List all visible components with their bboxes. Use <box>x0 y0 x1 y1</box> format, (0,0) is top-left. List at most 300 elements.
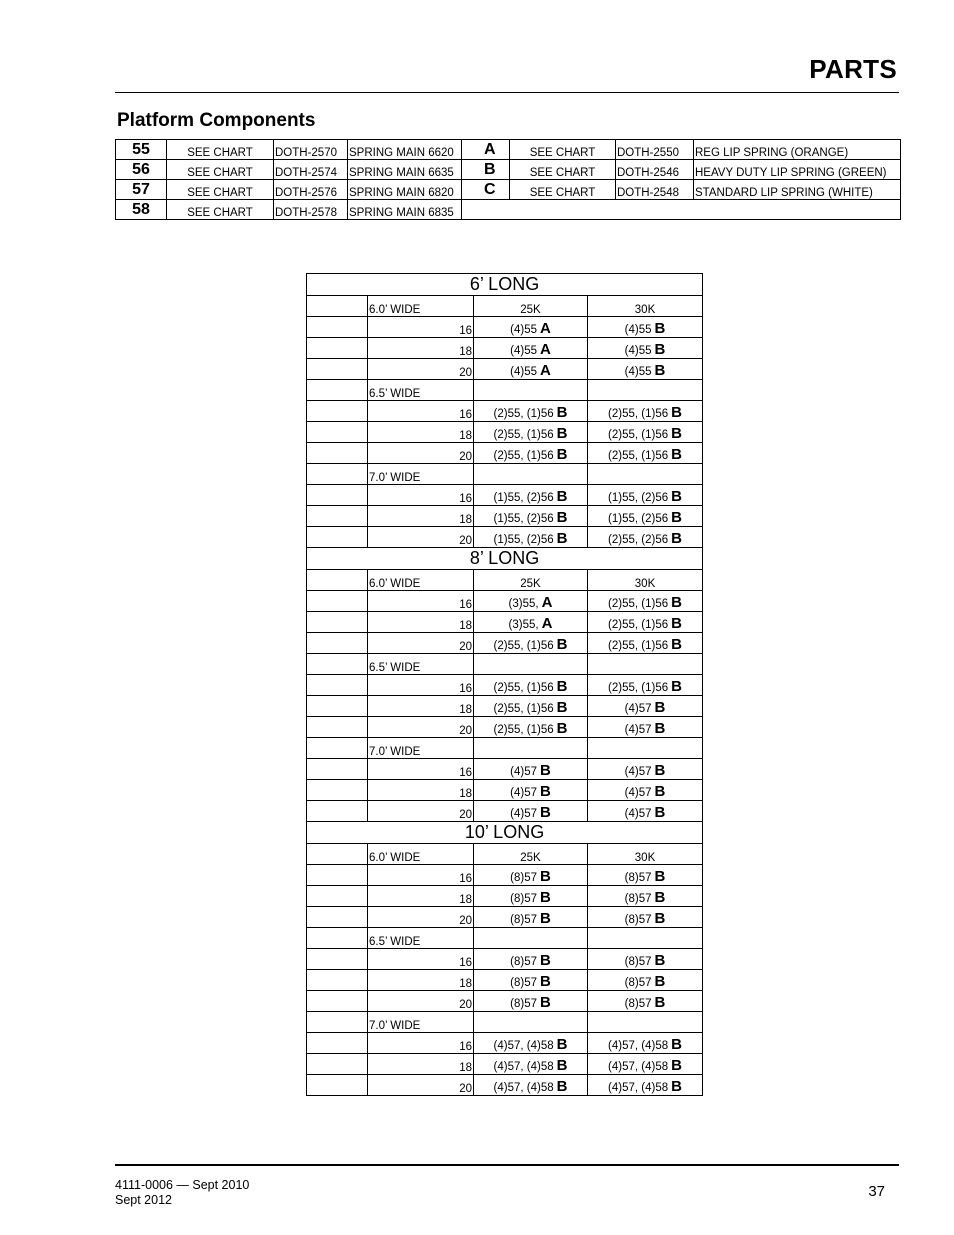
lip-spring-letter: B <box>654 994 666 1011</box>
blank-cell <box>307 443 368 464</box>
lip-spring-letter: B <box>556 720 568 737</box>
lip-spring-letter: B <box>556 446 568 463</box>
pit-size: 18 <box>368 1054 474 1075</box>
spring-combo <box>588 865 703 886</box>
capacity-30k: 30K <box>588 296 703 317</box>
item-quantity: SEE CHART <box>167 160 274 180</box>
capacity-25k <box>474 928 588 949</box>
spring-quantity: (3)55, <box>508 598 539 610</box>
blank-cell <box>307 675 368 696</box>
lip-spring-letter: A <box>541 594 553 611</box>
empty-cell <box>471 200 901 220</box>
item-quantity: SEE CHART <box>167 180 274 200</box>
part-description: SPRING MAIN 6835 <box>348 200 462 220</box>
spring-quantity: (8)57 <box>510 914 537 926</box>
spring-quantity: (1)55, (2)56 <box>608 492 669 504</box>
spring-quantity: (8)57 <box>510 893 537 905</box>
spring-combo <box>474 780 588 801</box>
lip-spring-letter: A <box>540 320 551 337</box>
parts-row <box>116 200 901 220</box>
spring-row <box>307 886 703 907</box>
lip-spring-letter: B <box>540 804 551 821</box>
part-description: SPRING MAIN 6820 <box>348 180 462 200</box>
part-number: DOTH-2548 <box>616 180 694 200</box>
blank-cell <box>307 464 368 485</box>
spring-row <box>307 443 703 464</box>
width-label: 6.5’ WIDE <box>368 380 474 401</box>
spring-row <box>307 865 703 886</box>
footer-doc-info <box>115 1178 249 1208</box>
spring-row <box>307 696 703 717</box>
spring-combo <box>474 422 588 443</box>
width-row <box>307 928 703 949</box>
spring-combo <box>474 675 588 696</box>
lip-spring-letter: B <box>556 509 568 526</box>
width-row <box>307 654 703 675</box>
spring-row <box>307 633 703 654</box>
spring-combo <box>588 527 703 548</box>
spring-row <box>307 780 703 801</box>
part-number: DOTH-2574 <box>274 160 348 180</box>
part-description: SPRING MAIN 6635 <box>348 160 462 180</box>
spring-quantity: (2)55, (2)56 <box>608 534 669 546</box>
spring-combo <box>474 801 588 822</box>
pit-size: 20 <box>368 907 474 928</box>
pit-size: 16 <box>368 485 474 506</box>
capacity-25k: 25K <box>474 570 588 591</box>
item-quantity: SEE CHART <box>510 140 616 160</box>
part-number: DOTH-2546 <box>616 160 694 180</box>
spring-quantity: (4)57, (4)58 <box>608 1061 669 1073</box>
capacity-30k <box>588 654 703 675</box>
lip-spring-letter: B <box>671 425 682 442</box>
lip-spring-letter: B <box>671 404 682 421</box>
spring-quantity: (4)57 <box>624 808 652 820</box>
lip-spring-letter: B <box>671 1036 682 1053</box>
spring-row <box>307 949 703 970</box>
capacity-25k <box>474 464 588 485</box>
spring-quantity: (2)55, (1)56 <box>493 682 554 694</box>
pit-size: 20 <box>368 1075 474 1096</box>
blank-cell <box>307 401 368 422</box>
capacity-30k <box>588 1012 703 1033</box>
blank-cell <box>307 886 368 907</box>
lip-spring-letter: B <box>671 509 682 526</box>
pit-size: 20 <box>368 633 474 654</box>
spring-combo <box>588 759 703 780</box>
spring-combo <box>474 506 588 527</box>
lip-spring-letter: A <box>541 615 553 632</box>
blank-cell <box>307 317 368 338</box>
spring-combo <box>474 865 588 886</box>
spring-combo <box>474 886 588 907</box>
spring-quantity: (2)55, (1)56 <box>608 682 669 694</box>
spring-quantity: (1)55, (2)56 <box>493 513 554 525</box>
blank-cell <box>307 380 368 401</box>
pit-size: 16 <box>368 675 474 696</box>
spring-row <box>307 359 703 380</box>
length-header: 6’ LONG <box>307 274 703 296</box>
section-title: Platform Components <box>117 110 316 131</box>
lip-spring-letter: B <box>654 362 666 379</box>
spring-combo <box>588 422 703 443</box>
spring-row <box>307 801 703 822</box>
spring-quantity: (2)55, (1)56 <box>493 724 554 736</box>
item-number: 58 <box>116 200 167 220</box>
spring-combo <box>474 338 588 359</box>
spacer-cell <box>462 160 471 180</box>
spring-combo <box>588 970 703 991</box>
spring-row <box>307 1075 703 1096</box>
spring-combo <box>474 359 588 380</box>
spring-row <box>307 338 703 359</box>
item-quantity: SEE CHART <box>510 160 616 180</box>
lip-spring-letter: B <box>556 488 568 505</box>
capacity-25k: 25K <box>474 844 588 865</box>
lip-spring-letter: B <box>556 425 568 442</box>
spring-quantity: (4)57, (4)58 <box>608 1040 669 1052</box>
item-quantity: SEE CHART <box>167 140 274 160</box>
spring-combo <box>474 696 588 717</box>
spring-combo <box>588 485 703 506</box>
length-header-row <box>307 822 703 844</box>
spring-quantity: (4)57, (4)58 <box>493 1082 554 1094</box>
width-row <box>307 380 703 401</box>
capacity-30k: 30K <box>588 570 703 591</box>
spring-combo <box>474 1054 588 1075</box>
spring-combo <box>588 801 703 822</box>
spring-row <box>307 401 703 422</box>
spring-combo <box>588 1075 703 1096</box>
blank-cell <box>307 612 368 633</box>
pit-size: 16 <box>368 759 474 780</box>
spring-combo <box>588 633 703 654</box>
spring-row <box>307 527 703 548</box>
blank-cell <box>307 844 368 865</box>
lip-spring-letter: B <box>671 530 682 547</box>
spring-combo <box>474 591 588 612</box>
lip-spring-letter: B <box>540 889 551 906</box>
spring-combo <box>588 907 703 928</box>
spring-quantity: (2)55, (1)56 <box>608 429 669 441</box>
blank-cell <box>307 654 368 675</box>
blank-cell <box>307 717 368 738</box>
spring-combo <box>588 717 703 738</box>
spring-quantity: (4)55 <box>510 366 537 378</box>
spring-quantity: (2)55, (1)56 <box>608 640 669 652</box>
lip-spring-letter: B <box>556 678 568 695</box>
width-row <box>307 738 703 759</box>
width-label: 7.0’ WIDE <box>368 1012 474 1033</box>
spring-combo <box>588 949 703 970</box>
spring-combo <box>588 359 703 380</box>
spring-quantity: (4)57 <box>510 808 537 820</box>
lip-spring-letter: B <box>540 910 551 927</box>
spring-quantity: (8)57 <box>510 998 537 1010</box>
spring-quantity: (8)57 <box>510 956 537 968</box>
spring-quantity: (4)55 <box>510 324 537 336</box>
spring-combo <box>474 317 588 338</box>
blank-cell <box>307 928 368 949</box>
spring-quantity: (4)57, (4)58 <box>608 1082 669 1094</box>
spring-combo <box>588 443 703 464</box>
spring-quantity: (1)55, (2)56 <box>493 492 554 504</box>
blank-cell <box>307 338 368 359</box>
lip-spring-letter: B <box>556 636 568 653</box>
part-description: HEAVY DUTY LIP SPRING (GREEN) <box>694 160 901 180</box>
blank-cell <box>307 949 368 970</box>
spring-quantity: (2)55, (1)56 <box>608 450 669 462</box>
blank-cell <box>307 801 368 822</box>
spring-combo <box>588 696 703 717</box>
pit-size: 20 <box>368 527 474 548</box>
lip-spring-letter: B <box>556 1078 568 1095</box>
lip-spring-letter: B <box>654 910 666 927</box>
pit-size: 16 <box>368 949 474 970</box>
spring-quantity: (1)55, (2)56 <box>608 513 669 525</box>
width-label: 6.0’ WIDE <box>368 296 474 317</box>
part-number: DOTH-2570 <box>274 140 348 160</box>
item-letter: A <box>471 140 510 160</box>
lip-spring-letter: B <box>671 488 682 505</box>
spring-row <box>307 991 703 1012</box>
capacity-25k <box>474 654 588 675</box>
pit-size: 16 <box>368 591 474 612</box>
spring-combo <box>474 612 588 633</box>
spring-quantity: (4)57, (4)58 <box>493 1061 554 1073</box>
spring-row <box>307 506 703 527</box>
blank-cell <box>307 696 368 717</box>
spring-combo <box>474 759 588 780</box>
lip-spring-letter: B <box>671 615 682 632</box>
item-letter: C <box>471 180 510 200</box>
lip-spring-letter: B <box>654 341 666 358</box>
lip-spring-letter: B <box>540 762 551 779</box>
spring-combo <box>474 717 588 738</box>
spring-combo <box>474 970 588 991</box>
lip-spring-letter: B <box>654 868 666 885</box>
lip-spring-letter: B <box>540 952 551 969</box>
spring-row <box>307 717 703 738</box>
spring-row <box>307 485 703 506</box>
spacer-cell <box>462 180 471 200</box>
lip-spring-letter: B <box>654 889 666 906</box>
lip-spring-letter: B <box>556 1057 568 1074</box>
pit-size: 16 <box>368 865 474 886</box>
spring-quantity: (4)57 <box>624 766 652 778</box>
spring-combo <box>588 675 703 696</box>
capacity-30k <box>588 380 703 401</box>
item-number: 57 <box>116 180 167 200</box>
spring-quantity: (8)57 <box>624 956 652 968</box>
spring-combo <box>474 1033 588 1054</box>
pit-size: 18 <box>368 338 474 359</box>
blank-cell <box>307 422 368 443</box>
spring-quantity: (4)57 <box>510 787 537 799</box>
spring-quantity: (8)57 <box>624 872 652 884</box>
spring-quantity: (4)57 <box>624 703 652 715</box>
lip-spring-letter: A <box>540 341 551 358</box>
width-row <box>307 844 703 865</box>
pit-size: 16 <box>368 401 474 422</box>
item-letter: B <box>471 160 510 180</box>
capacity-30k <box>588 928 703 949</box>
width-row <box>307 464 703 485</box>
parts-row <box>116 140 901 160</box>
width-label: 6.0’ WIDE <box>368 570 474 591</box>
parts-table <box>115 139 901 220</box>
spring-row <box>307 422 703 443</box>
page-number: 37 <box>868 1183 885 1200</box>
spring-combo <box>474 443 588 464</box>
pit-size: 18 <box>368 696 474 717</box>
blank-cell <box>307 1033 368 1054</box>
blank-cell <box>307 485 368 506</box>
part-description: SPRING MAIN 6620 <box>348 140 462 160</box>
item-quantity: SEE CHART <box>510 180 616 200</box>
header-divider <box>115 92 899 93</box>
spring-quantity: (8)57 <box>510 977 537 989</box>
pit-size: 18 <box>368 612 474 633</box>
spring-combo <box>588 991 703 1012</box>
spring-quantity: (8)57 <box>624 914 652 926</box>
lip-spring-letter: B <box>540 994 551 1011</box>
blank-cell <box>307 1075 368 1096</box>
spring-row <box>307 907 703 928</box>
spring-combo <box>588 506 703 527</box>
spring-combo <box>474 907 588 928</box>
length-header: 10’ LONG <box>307 822 703 844</box>
spring-quantity: (4)55 <box>624 345 652 357</box>
pit-size: 20 <box>368 991 474 1012</box>
blank-cell <box>307 970 368 991</box>
lip-spring-letter: B <box>671 446 682 463</box>
pit-size: 16 <box>368 1033 474 1054</box>
blank-cell <box>307 780 368 801</box>
spring-quantity: (2)55, (1)56 <box>493 450 554 462</box>
blank-cell <box>307 591 368 612</box>
spring-quantity: (4)55 <box>624 324 652 336</box>
blank-cell <box>307 865 368 886</box>
width-row <box>307 1012 703 1033</box>
part-number: DOTH-2578 <box>274 200 348 220</box>
spacer-cell <box>462 140 471 160</box>
footer-divider <box>115 1164 899 1166</box>
lip-spring-letter: B <box>671 678 682 695</box>
length-header: 8’ LONG <box>307 548 703 570</box>
pit-size: 18 <box>368 506 474 527</box>
width-row <box>307 570 703 591</box>
spring-quantity: (2)55, (1)56 <box>608 408 669 420</box>
lip-spring-letter: B <box>671 636 682 653</box>
spring-combo <box>474 401 588 422</box>
part-number: DOTH-2550 <box>616 140 694 160</box>
spring-quantity: (4)57 <box>624 724 652 736</box>
lip-spring-letter: B <box>556 404 568 421</box>
blank-cell <box>307 633 368 654</box>
lip-spring-letter: B <box>654 804 666 821</box>
spring-combo <box>474 1075 588 1096</box>
pit-size: 18 <box>368 970 474 991</box>
lip-spring-letter: B <box>654 973 666 990</box>
blank-cell <box>307 527 368 548</box>
width-row <box>307 296 703 317</box>
spring-combo <box>588 338 703 359</box>
parts-row <box>116 160 901 180</box>
pit-size: 16 <box>368 317 474 338</box>
spring-combo <box>474 633 588 654</box>
capacity-30k <box>588 738 703 759</box>
lip-spring-letter: B <box>654 320 666 337</box>
width-label: 7.0’ WIDE <box>368 464 474 485</box>
lip-spring-letter: B <box>540 783 551 800</box>
lip-spring-letter: B <box>654 720 666 737</box>
item-number: 55 <box>116 140 167 160</box>
blank-cell <box>307 991 368 1012</box>
spacer-cell <box>462 200 471 220</box>
spring-quantity: (8)57 <box>624 998 652 1010</box>
spring-quantity: (2)55, (1)56 <box>493 429 554 441</box>
pit-size: 20 <box>368 717 474 738</box>
spring-row <box>307 612 703 633</box>
pit-size: 20 <box>368 359 474 380</box>
lip-spring-letter: B <box>654 952 666 969</box>
lip-spring-letter: B <box>671 594 682 611</box>
lip-spring-letter: B <box>540 868 551 885</box>
spring-combo <box>588 401 703 422</box>
spring-row <box>307 970 703 991</box>
spring-combo <box>588 1033 703 1054</box>
length-header-row <box>307 548 703 570</box>
width-label: 7.0’ WIDE <box>368 738 474 759</box>
spring-quantity: (2)55, (1)56 <box>493 408 554 420</box>
capacity-25k: 25K <box>474 296 588 317</box>
pit-size: 18 <box>368 780 474 801</box>
spring-quantity: (4)55 <box>510 345 537 357</box>
blank-cell <box>307 907 368 928</box>
spring-combo <box>588 591 703 612</box>
pit-size: 20 <box>368 443 474 464</box>
revision-date: Sept 2012 <box>115 1193 172 1207</box>
spring-quantity: (8)57 <box>510 872 537 884</box>
spring-chart <box>306 273 703 1096</box>
length-header-row <box>307 274 703 296</box>
pit-size: 18 <box>368 886 474 907</box>
spring-combo <box>588 780 703 801</box>
spring-combo <box>588 1054 703 1075</box>
pit-size: 18 <box>368 422 474 443</box>
spring-quantity: (2)55, (1)56 <box>608 598 669 610</box>
spring-combo <box>588 886 703 907</box>
doc-number: 4111-0006 — Sept 2010 <box>115 1178 250 1192</box>
spring-row <box>307 759 703 780</box>
spring-row <box>307 1054 703 1075</box>
spring-quantity: (4)57 <box>510 766 537 778</box>
lip-spring-letter: B <box>540 973 551 990</box>
spring-quantity: (2)55, (1)56 <box>493 640 554 652</box>
parts-row <box>116 180 901 200</box>
lip-spring-letter: B <box>671 1057 682 1074</box>
spring-combo <box>474 485 588 506</box>
part-number: DOTH-2576 <box>274 180 348 200</box>
lip-spring-letter: B <box>654 762 666 779</box>
lip-spring-letter: B <box>556 1036 568 1053</box>
capacity-25k <box>474 380 588 401</box>
width-label: 6.5’ WIDE <box>368 928 474 949</box>
spring-combo <box>588 317 703 338</box>
spring-row <box>307 1033 703 1054</box>
spring-row <box>307 675 703 696</box>
